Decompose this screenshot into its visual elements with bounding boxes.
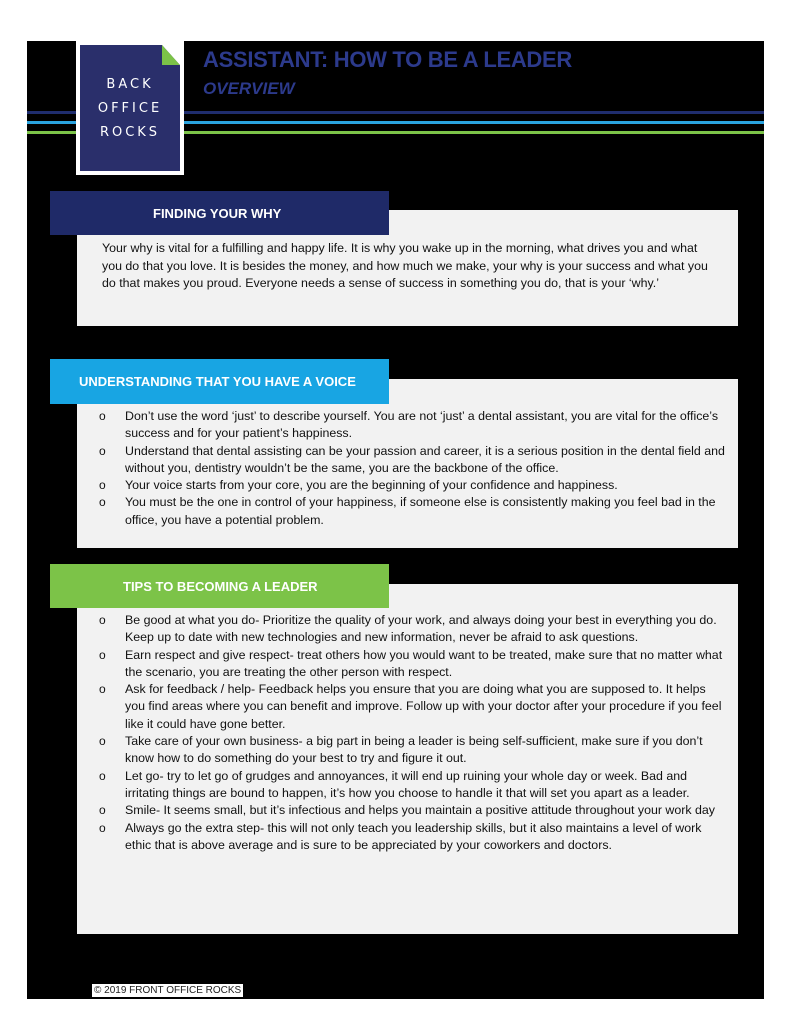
list-item-text: Understand that dental assisting can be your passion and career, it is a serious position in the dental field and without you, dentistry wouldn’t be the same, you are the backbone of the office.: [125, 443, 725, 475]
list-item: [95, 820, 725, 855]
list-item-text: Earn respect and give respect- treat others how you would want to be treated, make sure that no matter what the scenario, you are treating the other person with respect.: [125, 647, 723, 679]
list-item: [95, 612, 725, 647]
voice-bullet-list: [95, 408, 725, 529]
list-item-text: Take care of your own business- a big part in being a leader is being self-sufficient, make sure if you don’t know how to do something do your best to try and figure it out.: [125, 734, 703, 766]
section-heading-tips: TIPS TO BECOMING A LEADER: [50, 564, 389, 608]
bullet-glyph: o: [99, 613, 106, 627]
bullet-glyph: o: [99, 682, 106, 697]
list-item: [95, 443, 725, 478]
list-item: [95, 477, 725, 494]
list-item-text: Ask for feedback / help- Feedback helps you ensure that you are doing what you are supposed to. It helps you find areas where you can benefit and improve. Follow up with your doctor after your procedure if you feel like it could have gone better.: [125, 682, 722, 731]
list-item: [95, 647, 725, 682]
logo-line: OFFICE: [97, 101, 163, 116]
bullet-glyph: o: [99, 820, 106, 835]
bullet-glyph: o: [99, 768, 106, 783]
list-item: [95, 681, 725, 733]
section-paragraph-why: Your why is vital for a fulfilling and happy life. It is why you wake up in the morning, what drives you and what you do that you love. It is besides the money, and how much we make, your why is your success and what you do that makes you proud. Everyone needs a sense of success in something you do, that is your ‘why.’: [102, 241, 708, 290]
bullet-glyph: o: [99, 409, 106, 423]
list-item: [95, 802, 725, 819]
logo-line: ROCKS: [99, 125, 161, 140]
list-item: [95, 494, 725, 529]
list-item-text: Smile- It seems small, but it’s infectious and helps you maintain a positive attitude throughout your work day: [125, 803, 716, 818]
bullet-glyph: o: [99, 803, 106, 818]
bullet-glyph: o: [99, 443, 106, 458]
list-item: [95, 733, 725, 768]
page-title: ASSISTANT: HOW TO BE A LEADER: [203, 47, 572, 72]
list-item-text: You must be the one in control of your happiness, if someone else is consistently making you feel bad in the office, you have a potential problem.: [125, 495, 716, 527]
bullet-glyph: o: [99, 495, 106, 510]
bullet-glyph: o: [99, 734, 106, 749]
list-item: [95, 408, 725, 443]
bullet-glyph: o: [99, 647, 106, 662]
logo-line: BACK: [106, 77, 154, 92]
logo-text: [80, 73, 180, 145]
list-item-text: Always go the extra step- this will not only teach you leadership skills, but it also maintains a level of work ethic that is above average and is sure to be appreciated by your coworkers and doctors.: [125, 820, 702, 852]
list-item-text: Don’t use the word ‘just’ to describe yourself. You are not ‘just’ a dental assistant, you are vital for the office’s success and for your patient’s happiness.: [125, 409, 719, 441]
section-heading-voice: UNDERSTANDING THAT YOU HAVE A VOICE: [50, 359, 389, 404]
page-subtitle: OVERVIEW: [203, 79, 295, 98]
tips-bullet-list: [95, 612, 725, 854]
list-item-text: Be good at what you do- Prioritize the quality of your work, and always doing your best in everything you do. Keep up to date with new technologies and new information, never be afraid to ask questions.: [125, 613, 717, 645]
section-heading-why: FINDING YOUR WHY: [50, 191, 389, 235]
list-item: [95, 768, 725, 803]
bullet-glyph: o: [99, 478, 106, 493]
list-item-text: Let go- try to let go of grudges and annoyances, it will end up ruining your whole day or week. Bad and irritating things are bound to happen, it’s how you choose to handle it that will set you apart as a leader.: [125, 768, 690, 800]
list-item-text: Your voice starts from your core, you are the beginning of your confidence and happiness.: [125, 478, 618, 493]
footer-copyright: © 2019 FRONT OFFICE ROCKS: [94, 985, 242, 996]
